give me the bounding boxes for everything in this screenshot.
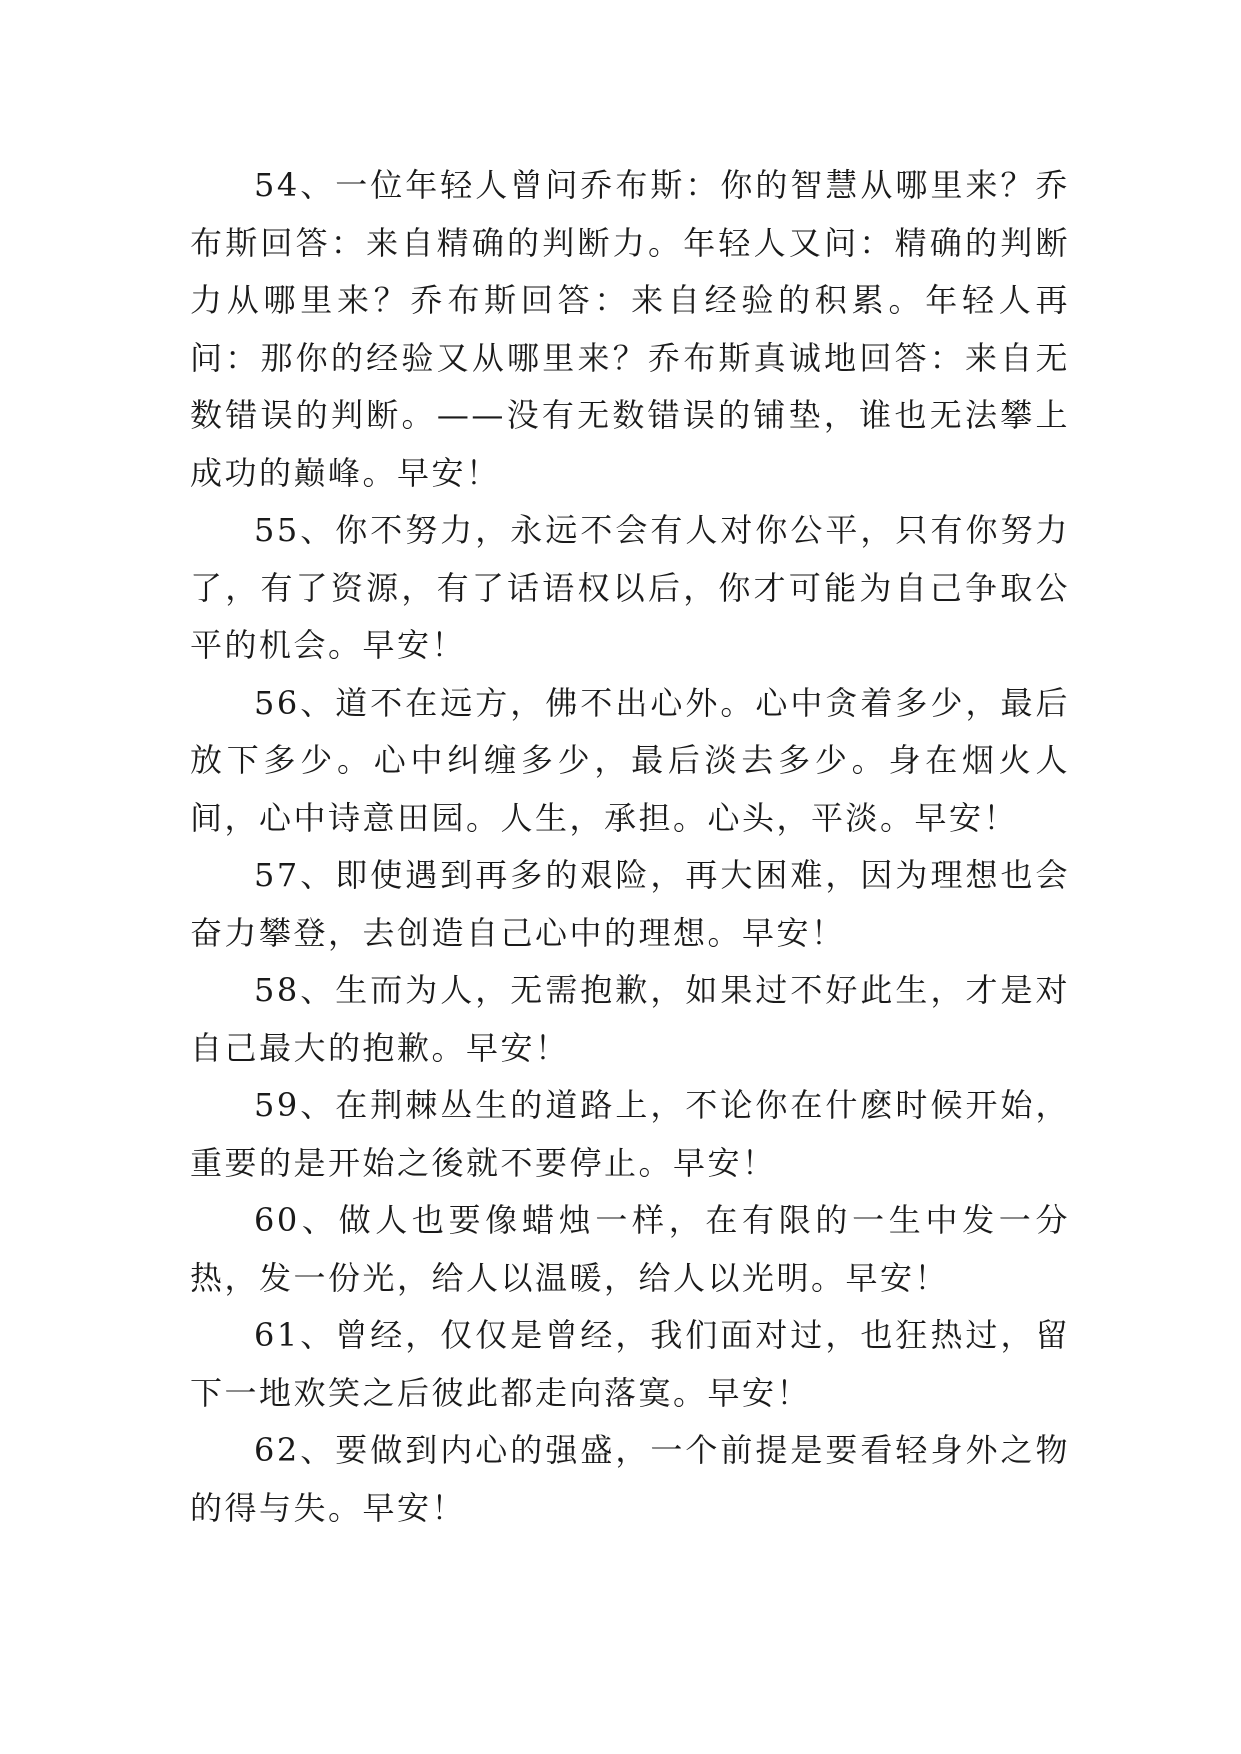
paragraph-59: 59、在荆棘丛生的道路上，不论你在什麽时候开始，重要的是开始之後就不要停止。早安！ [190, 1086, 1070, 1182]
paragraph-57: 57、即使遇到再多的艰险，再大困难，因为理想也会奋力攀登，去创造自己心中的理想。早安！ [190, 856, 1070, 952]
paragraph-61: 61、曾经，仅仅是曾经，我们面对过，也狂热过，留下一地欢笑之后彼此都走向落寞。早安！ [190, 1316, 1070, 1412]
paragraph-60: 60、做人也要像蜡烛一样，在有限的一生中发一分热，发一份光，给人以温暖，给人以光明。早安！ [190, 1201, 1070, 1297]
paragraph-62: 62、要做到内心的强盛，一个前提是要看轻身外之物的得与失。早安！ [190, 1431, 1070, 1527]
paragraph-58: 58、生而为人，无需抱歉，如果过不好此生，才是对自己最大的抱歉。早安！ [190, 971, 1070, 1067]
paragraph-56: 56、道不在远方，佛不出心外。心中贪着多少，最后放下多少。心中纠缠多少，最后淡去多少。身在烟火人间，心中诗意田园。人生，承担。心头，平淡。早安！ [190, 683, 1070, 837]
document-body [190, 157, 1070, 1537]
paragraph-54: 54、一位年轻人曾问乔布斯：你的智慧从哪里来？乔布斯回答：来自精确的判断力。年轻人又问：精确的判断力从哪里来？乔布斯回答：来自经验的积累。年轻人再问：那你的经验又从哪里来？乔布斯真诚地回答：来自无数错误的判断。——没有无数错误的铺垫，谁也无法攀上成功的巅峰。早安！ [190, 166, 1070, 492]
paragraph-55: 55、你不努力，永远不会有人对你公平，只有你努力了，有了资源，有了话语权以后，你才可能为自己争取公平的机会。早安！ [190, 511, 1070, 664]
